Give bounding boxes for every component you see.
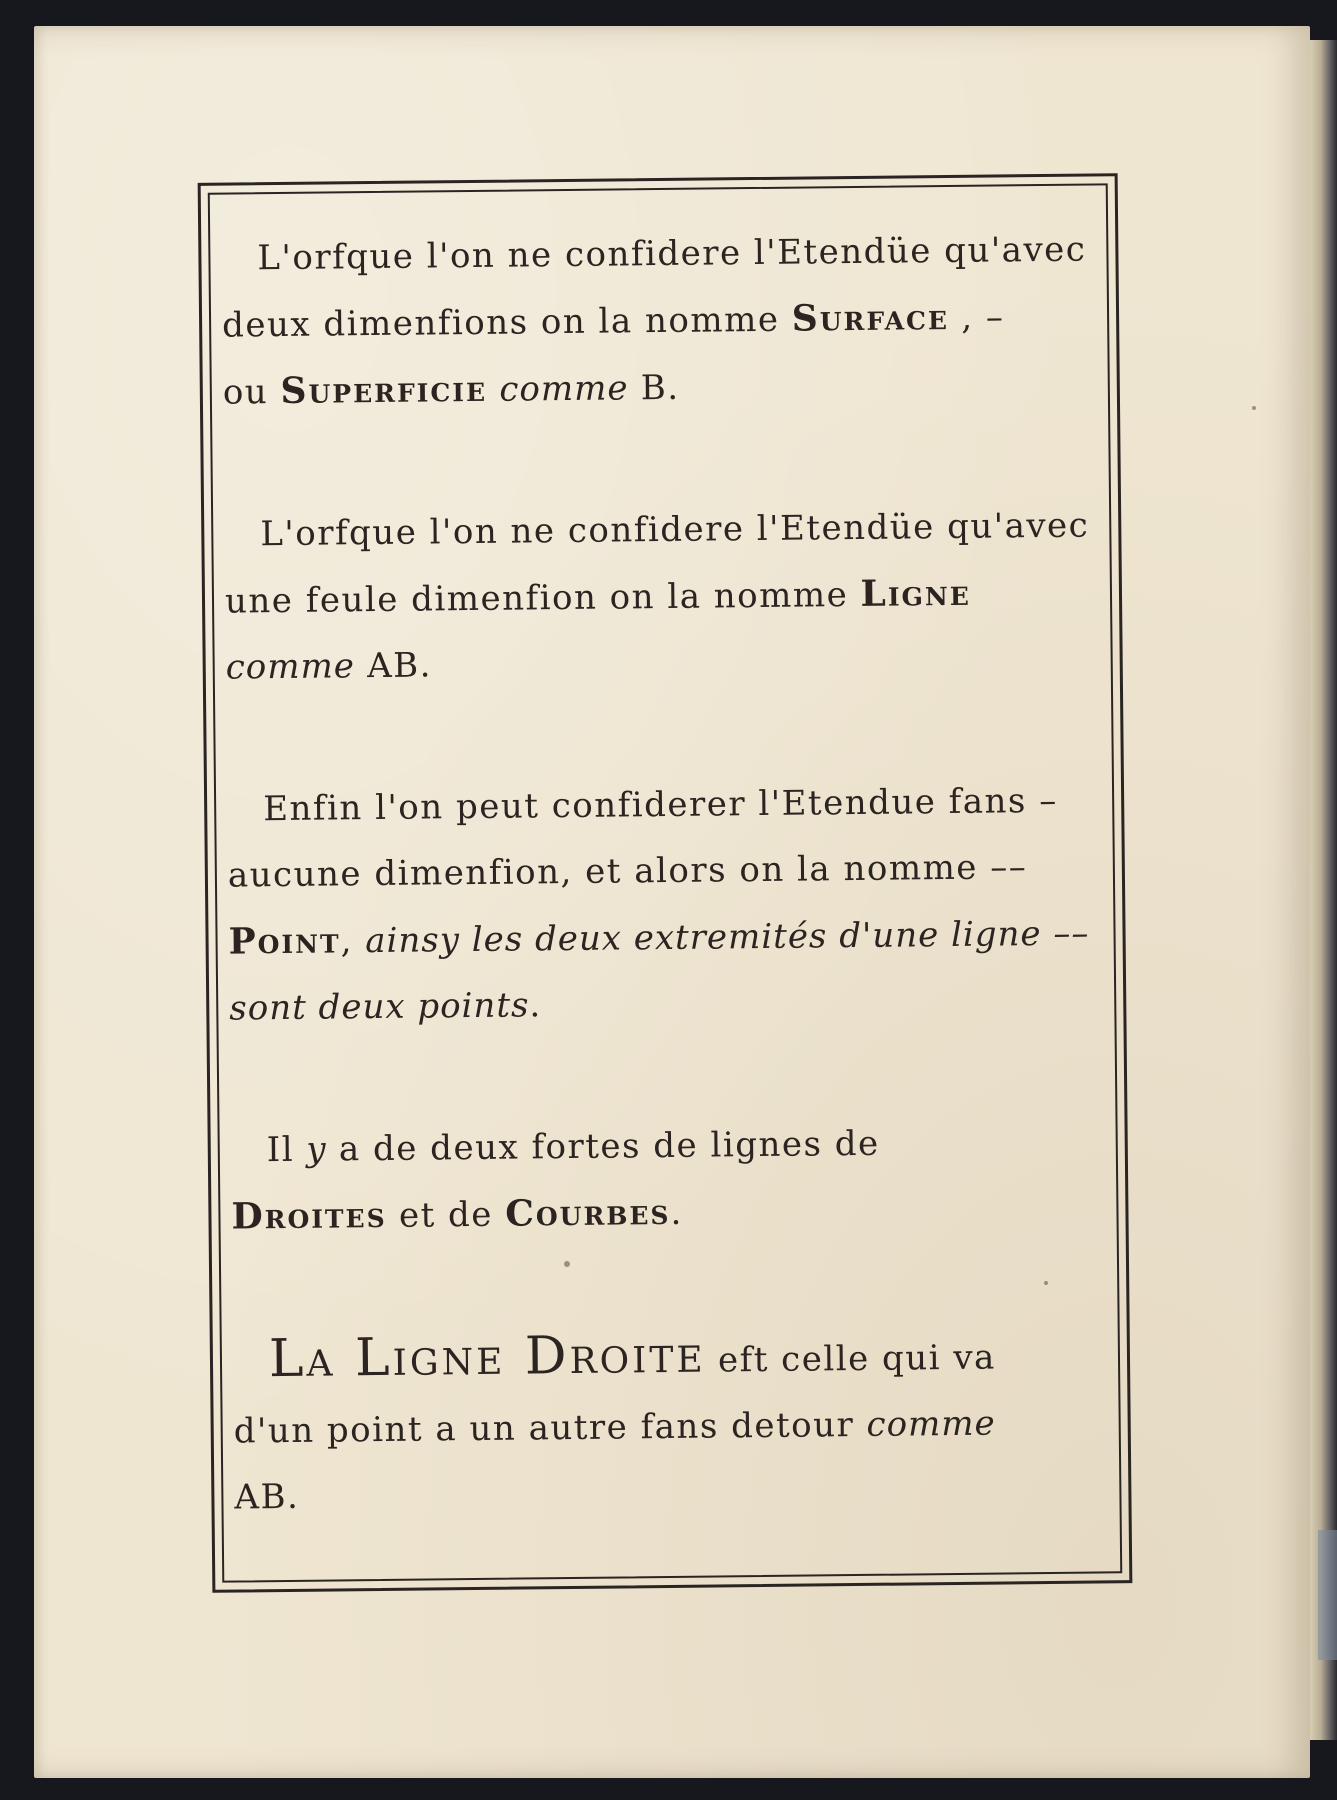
text-line [224, 492, 1109, 567]
text-line [221, 216, 1106, 291]
small-caps-term: Droites [231, 1193, 387, 1238]
small-caps-term: Ligne [860, 571, 972, 615]
paragraph [227, 767, 1114, 1041]
text-line [231, 1174, 1116, 1250]
text-run: AB. [354, 645, 433, 687]
italic-text: comme [499, 368, 629, 410]
text-line [222, 349, 1107, 425]
book-page-edge [1310, 40, 1337, 1740]
text-run: eft celle qui va [705, 1337, 997, 1381]
text-frame-outer-border [198, 173, 1133, 1593]
text-line [233, 1317, 1118, 1398]
text-run: , – [948, 297, 1005, 338]
italic-text: comme [225, 646, 356, 688]
text-run: , [340, 921, 366, 962]
paragraph [221, 216, 1107, 425]
text-run: . [670, 1192, 684, 1233]
paragraph [233, 1317, 1119, 1530]
paragraph [224, 492, 1110, 700]
text-run: B. [628, 367, 680, 409]
text-run: . [529, 985, 542, 1026]
ink-spot [1252, 406, 1256, 410]
text-line [222, 282, 1107, 358]
book-binding-cloth [1318, 1530, 1337, 1660]
text-run: d'un point a un autre fans detour [233, 1404, 867, 1452]
italic-text: sont deux points [229, 985, 530, 1029]
text-run: Enfin l'on peut confiderer l'Etendue fans – [262, 780, 1058, 830]
italic-text: comme [866, 1403, 996, 1445]
text-run: ou [222, 372, 281, 413]
text-line [229, 966, 1114, 1041]
text-run: Il [266, 1129, 307, 1171]
text-line [228, 899, 1113, 975]
text-run: AB. [234, 1476, 300, 1518]
text-line [225, 625, 1110, 700]
text-line [234, 1455, 1119, 1530]
small-caps-term: Point [228, 919, 341, 963]
small-caps-term: Courbes [505, 1190, 671, 1235]
paragraph [230, 1108, 1115, 1250]
text-run: une feule dimenfion on la nomme [224, 574, 861, 622]
text-line [230, 1108, 1115, 1183]
italic-text: y [306, 1129, 327, 1170]
text-line [228, 833, 1113, 908]
large-caps-term: La Ligne Droite [268, 1324, 706, 1390]
small-caps-term: Surface [791, 295, 950, 340]
text-run: et de [386, 1194, 506, 1236]
text-run: a de deux fortes de lignes de [326, 1123, 880, 1170]
text-line [227, 767, 1112, 842]
manuscript-text [221, 216, 1119, 1606]
text-line [225, 558, 1110, 634]
text-run: aucune dimenfion, et alors on la nomme –– [227, 847, 1028, 896]
text-run [487, 370, 500, 410]
text-line [233, 1389, 1118, 1464]
text-run: L'orfque l'on ne confidere l'Etendüe qu'avec [260, 505, 1090, 555]
text-run: deux dimenfions on la nomme [221, 299, 792, 346]
text-run: L'orfque l'on ne confidere l'Etendüe qu'avec [257, 229, 1087, 279]
small-caps-term: Superficie [280, 367, 488, 412]
italic-text: ainsy les deux extremités d'une ligne –– [365, 913, 1090, 962]
